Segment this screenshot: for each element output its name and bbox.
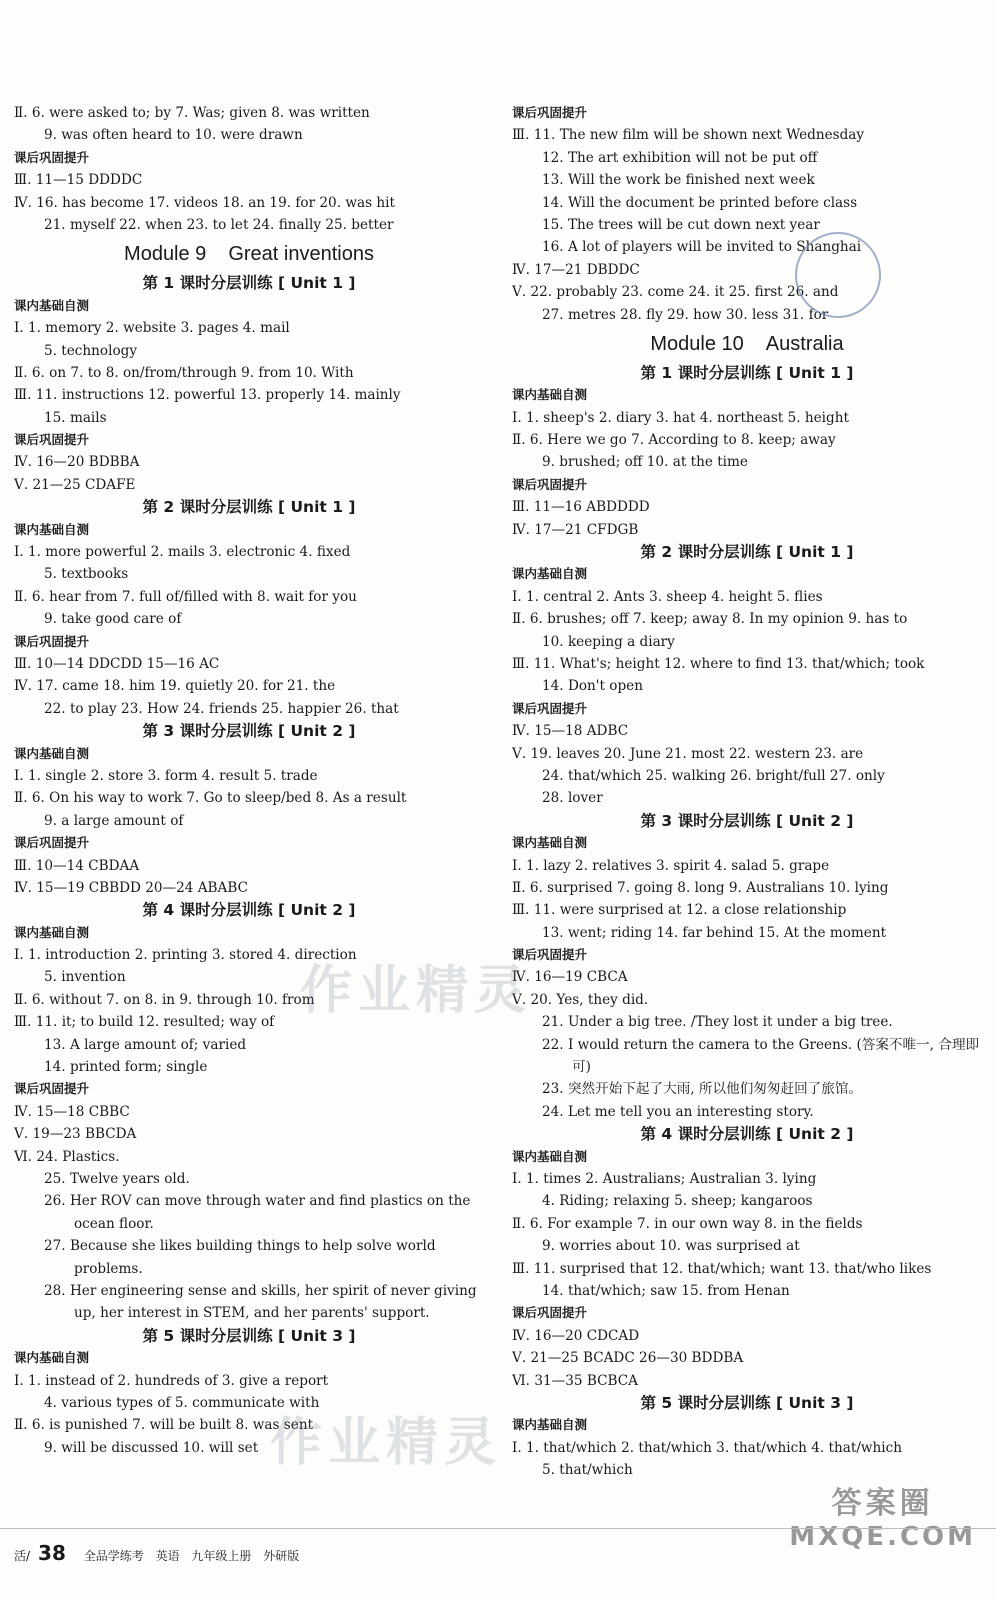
answer-line-indented: 14. that/which; saw 15. from Henan bbox=[542, 1282, 790, 1299]
answer-line-indented: 14. Will the document be printed before class bbox=[542, 194, 858, 211]
section-subheading: 课后巩固提升 bbox=[512, 105, 588, 120]
answer-line-indented: 5. invention bbox=[44, 969, 126, 986]
page-number: 38 bbox=[38, 1541, 66, 1565]
section-subheading: 课内基础自测 bbox=[14, 745, 90, 761]
module-name: Great inventions bbox=[228, 243, 374, 266]
section-subheading: 课后巩固提升 bbox=[512, 700, 588, 716]
answer-line-indented: 13. Will the work be finished next week bbox=[542, 172, 815, 189]
page-prefix: 活/ bbox=[14, 1549, 31, 1563]
answer-line: Ⅵ. 24. Plastics. bbox=[14, 1148, 120, 1165]
lesson-heading: 第 5 课时分层训练 [ Unit 3 ] bbox=[142, 1326, 356, 1345]
answer-line: Ⅱ. 6. is punished 7. will be built 8. was sent bbox=[14, 1417, 314, 1434]
answer-line: Ⅰ. 1. sheep's 2. diary 3. hat 4. northeast 5. height bbox=[512, 409, 849, 426]
answer-line-indented: 24. Let me tell you an interesting story. bbox=[542, 1103, 814, 1120]
section-subheading: 课内基础自测 bbox=[512, 387, 588, 403]
lesson-heading: 第 2 课时分层训练 [ Unit 1 ] bbox=[640, 543, 854, 562]
logo-title: 答案圈 bbox=[831, 1486, 934, 1521]
answer-line-indented: 16. A lot of players will be invited to Shanghai bbox=[542, 239, 862, 256]
answer-line: Ⅱ. 6. brushes; off 7. keep; away 8. In my opinion 9. has to bbox=[512, 611, 908, 628]
lesson-heading: 第 3 课时分层训练 [ Unit 2 ] bbox=[640, 811, 854, 830]
answer-line: Ⅳ. 16—19 CBCA bbox=[512, 969, 628, 986]
answer-line: Ⅳ. 17. came 18. him 19. quietly 20. for 21. the bbox=[14, 678, 336, 695]
section-subheading: 课后巩固提升 bbox=[512, 476, 588, 492]
answer-line-indented: 23. 突然开始下起了大雨, 所以他们匆匆赶回了旅馆。 bbox=[542, 1081, 863, 1098]
answer-line-indented: 13. A large amount of; varied bbox=[44, 1036, 247, 1053]
answer-line-wrapped: 28. Her engineering sense and skills, her spirit of never giving up, her interest in STEM, and her parents' support. bbox=[44, 1282, 477, 1322]
subject: 英语 bbox=[155, 1549, 180, 1563]
answer-line: Ⅱ. 6. on 7. to 8. on/from/through 9. from 10. With bbox=[14, 364, 354, 381]
answer-line: Ⅳ. 17—21 DBDDC bbox=[512, 261, 640, 278]
lesson-heading: 第 4 课时分层训练 [ Unit 2 ] bbox=[142, 901, 356, 920]
page-footer bbox=[14, 1541, 307, 1565]
edition: 外研版 bbox=[263, 1549, 300, 1563]
answer-line: Ⅲ. 11. instructions 12. powerful 13. properly 14. mainly bbox=[14, 387, 401, 404]
section-subheading: 课内基础自测 bbox=[512, 1148, 588, 1164]
answer-line: Ⅵ. 31—35 BCBCA bbox=[512, 1372, 638, 1389]
answer-line-indented: 9. was often heard to 10. were drawn bbox=[44, 127, 303, 144]
site-logo-watermark bbox=[789, 1478, 976, 1552]
answer-line-indented: 9. take good care of bbox=[44, 611, 182, 628]
answer-line: Ⅱ. 6. surprised 7. going 8. long 9. Australians 10. lying bbox=[512, 879, 889, 896]
answer-line: Ⅰ. 1. times 2. Australians; Australian 3. lying bbox=[512, 1171, 817, 1187]
section-subheading: 课后巩固提升 bbox=[512, 947, 588, 963]
book-title: 全品学练考 bbox=[83, 1549, 144, 1563]
answer-line: Ⅳ. 16. has become 17. videos 18. an 19. for 20. was hit bbox=[14, 194, 395, 211]
answer-line-indented: 14. Don't open bbox=[542, 678, 643, 695]
answer-line: Ⅰ. 1. memory 2. website 3. pages 4. mail bbox=[14, 320, 290, 337]
answer-line: Ⅰ. 1. instead of 2. hundreds of 3. give a report bbox=[14, 1372, 329, 1389]
section-subheading: 课后巩固提升 bbox=[14, 633, 90, 649]
answer-line-indented: 14. printed form; single bbox=[44, 1059, 208, 1076]
answer-line-indented: 9. a large amount of bbox=[44, 812, 184, 829]
section-subheading: 课内基础自测 bbox=[14, 297, 90, 313]
answer-line-wrapped: 27. Because she likes building things to help solve world problems. bbox=[44, 1238, 436, 1277]
answer-line: Ⅲ. 11. it; to build 12. resulted; way of bbox=[14, 1014, 275, 1031]
answer-line-indented: 27. metres 28. fly 29. how 30. less 31. for bbox=[542, 306, 829, 323]
answer-line: Ⅳ. 16—20 BDBBA bbox=[14, 454, 140, 471]
answer-line-indented: 5. technology bbox=[44, 342, 138, 359]
module-number: Module 10 bbox=[650, 332, 744, 355]
answer-line-indented: 9. worries about 10. was surprised at bbox=[542, 1238, 800, 1255]
answer-line: Ⅲ. 11—16 ABDDDD bbox=[512, 499, 650, 516]
answer-line: Ⅱ. 6. On his way to work 7. Go to sleep/bed 8. As a result bbox=[14, 790, 407, 807]
answer-line: Ⅰ. 1. that/which 2. that/which 3. that/which 4. that/which bbox=[512, 1439, 903, 1456]
answer-line-indented: 9. will be discussed 10. will set bbox=[44, 1439, 259, 1456]
section-subheading: 课后巩固提升 bbox=[14, 432, 90, 448]
section-subheading: 课后巩固提升 bbox=[14, 835, 90, 851]
answer-line-indented: 24. that/which 25. walking 26. bright/full 27. only bbox=[542, 767, 885, 784]
answer-line: Ⅱ. 6. For example 7. in our own way 8. in the fields bbox=[512, 1215, 863, 1232]
answer-line: Ⅲ. 10—14 DDCDD 15—16 AC bbox=[14, 655, 220, 672]
answer-line-indented: 15. mails bbox=[44, 409, 107, 426]
section-subheading: 课后巩固提升 bbox=[14, 1081, 90, 1097]
answer-line: Ⅰ. 1. central 2. Ants 3. sheep 4. height 5. flies bbox=[512, 588, 823, 605]
answer-line-indented: 10. keeping a diary bbox=[542, 633, 675, 650]
answer-line: Ⅳ. 15—18 ADBC bbox=[512, 723, 629, 740]
logo-url: MXQE.COM bbox=[789, 1522, 976, 1552]
answer-line: Ⅱ. 6. were asked to; by 7. Was; given 8. was written bbox=[14, 105, 370, 121]
module-name: Australia bbox=[765, 332, 844, 355]
answer-line: Ⅱ. 6. hear from 7. full of/filled with 8. wait for you bbox=[14, 588, 357, 605]
section-subheading: 课后巩固提升 bbox=[512, 1305, 588, 1321]
answer-line: Ⅰ. 1. introduction 2. printing 3. stored 4. direction bbox=[14, 947, 357, 964]
answer-line: Ⅴ. 19—23 BBCDA bbox=[14, 1126, 137, 1143]
answer-line: Ⅳ. 15—19 CBBDD 20—24 ABABC bbox=[14, 879, 249, 896]
lesson-heading: 第 5 课时分层训练 [ Unit 3 ] bbox=[640, 1393, 854, 1412]
lesson-heading: 第 1 课时分层训练 [ Unit 1 ] bbox=[640, 363, 854, 382]
section-subheading: 课后巩固提升 bbox=[14, 149, 90, 165]
answer-line-indented: 5. that/which bbox=[542, 1462, 633, 1479]
answer-line: Ⅰ. 1. lazy 2. relatives 3. spirit 4. salad 5. grape bbox=[512, 857, 830, 874]
answer-line-indented: 4. various types of 5. communicate with bbox=[44, 1394, 320, 1411]
answer-line: Ⅴ. 21—25 BCADC 26—30 BDDBA bbox=[512, 1350, 744, 1367]
section-subheading: 课内基础自测 bbox=[14, 924, 90, 940]
module-title bbox=[14, 236, 484, 272]
answer-line: Ⅳ. 17—21 CFDGB bbox=[512, 521, 639, 538]
answer-line: Ⅰ. 1. single 2. store 3. form 4. result 5. trade bbox=[14, 767, 318, 784]
section-subheading: 课内基础自测 bbox=[512, 1417, 588, 1433]
answer-line-indented: 22. to play 23. How 24. friends 25. happier 26. that bbox=[44, 700, 399, 717]
answer-line: Ⅲ. 11. were surprised at 12. a close relationship bbox=[512, 902, 847, 919]
lesson-heading: 第 2 课时分层训练 [ Unit 1 ] bbox=[142, 498, 356, 517]
section-subheading: 课内基础自测 bbox=[14, 1350, 90, 1366]
answer-line: Ⅲ. 11. The new film will be shown next Wednesday bbox=[512, 127, 865, 144]
answer-line-wrapped: 22. I would return the camera to the Greens. (答案不唯一, 合理即可) bbox=[542, 1036, 980, 1076]
grade: 九年级上册 bbox=[191, 1549, 252, 1563]
right-answer-column bbox=[512, 102, 982, 1481]
answer-line: Ⅲ. 11. What's; height 12. where to find 13. that/which; took bbox=[512, 655, 925, 672]
watermark-text-lower: 作业精灵 bbox=[270, 1413, 503, 1473]
answer-line-indented: 5. textbooks bbox=[44, 566, 129, 583]
answer-line-indented: 12. The art exhibition will not be put off bbox=[542, 149, 818, 166]
answer-line-indented: 15. The trees will be cut down next year bbox=[542, 216, 820, 233]
answer-line: Ⅱ. 6. without 7. on 8. in 9. through 10. from bbox=[14, 991, 315, 1008]
answer-line: Ⅳ. 15—18 CBBC bbox=[14, 1103, 130, 1120]
answer-line-wrapped: 26. Her ROV can move through water and find plastics on the ocean floor. bbox=[44, 1193, 471, 1232]
answer-line-indented: 28. lover bbox=[542, 790, 603, 807]
answer-line: Ⅳ. 16—20 CDCAD bbox=[512, 1327, 640, 1344]
answer-line: Ⅲ. 10—14 CBDAA bbox=[14, 857, 140, 874]
answer-line-indented: 25. Twelve years old. bbox=[44, 1170, 190, 1187]
answer-line-indented: 9. brushed; off 10. at the time bbox=[542, 454, 748, 471]
answer-line: Ⅲ. 11—15 DDDDC bbox=[14, 172, 143, 189]
answer-line: Ⅲ. 11. surprised that 12. that/which; want 13. that/who likes bbox=[512, 1260, 932, 1277]
left-answer-column bbox=[14, 102, 484, 1459]
section-subheading: 课内基础自测 bbox=[512, 835, 588, 851]
answer-line: Ⅴ. 21—25 CDAFE bbox=[14, 476, 136, 493]
footer-divider bbox=[0, 1528, 996, 1529]
answer-line: Ⅴ. 20. Yes, they did. bbox=[512, 991, 649, 1008]
lesson-heading: 第 1 课时分层训练 [ Unit 1 ] bbox=[142, 274, 356, 293]
lesson-heading: 第 3 课时分层训练 [ Unit 2 ] bbox=[142, 722, 356, 741]
answer-line-indented: 21. Under a big tree. /They lost it under a big tree. bbox=[542, 1014, 893, 1031]
answer-line: Ⅴ. 22. probably 23. come 24. it 25. first 26. and bbox=[512, 284, 839, 301]
watermark-text: 作业精灵 bbox=[300, 961, 533, 1021]
answer-line-indented: 13. went; riding 14. far behind 15. At the moment bbox=[542, 924, 887, 941]
answer-line: Ⅰ. 1. more powerful 2. mails 3. electronic 4. fixed bbox=[14, 544, 351, 561]
answer-line-indented: 21. myself 22. when 23. to let 24. finally 25. better bbox=[44, 216, 394, 233]
answer-line: Ⅴ. 19. leaves 20. June 21. most 22. western 23. are bbox=[512, 745, 864, 762]
answer-line: Ⅱ. 6. Here we go 7. According to 8. keep; away bbox=[512, 432, 836, 449]
module-title bbox=[512, 326, 982, 362]
section-subheading: 课内基础自测 bbox=[512, 566, 588, 582]
module-number: Module 9 bbox=[124, 243, 207, 266]
section-subheading: 课内基础自测 bbox=[14, 521, 90, 537]
answer-line-indented: 4. Riding; relaxing 5. sheep; kangaroos bbox=[542, 1193, 813, 1210]
lesson-heading: 第 4 课时分层训练 [ Unit 2 ] bbox=[640, 1125, 854, 1144]
